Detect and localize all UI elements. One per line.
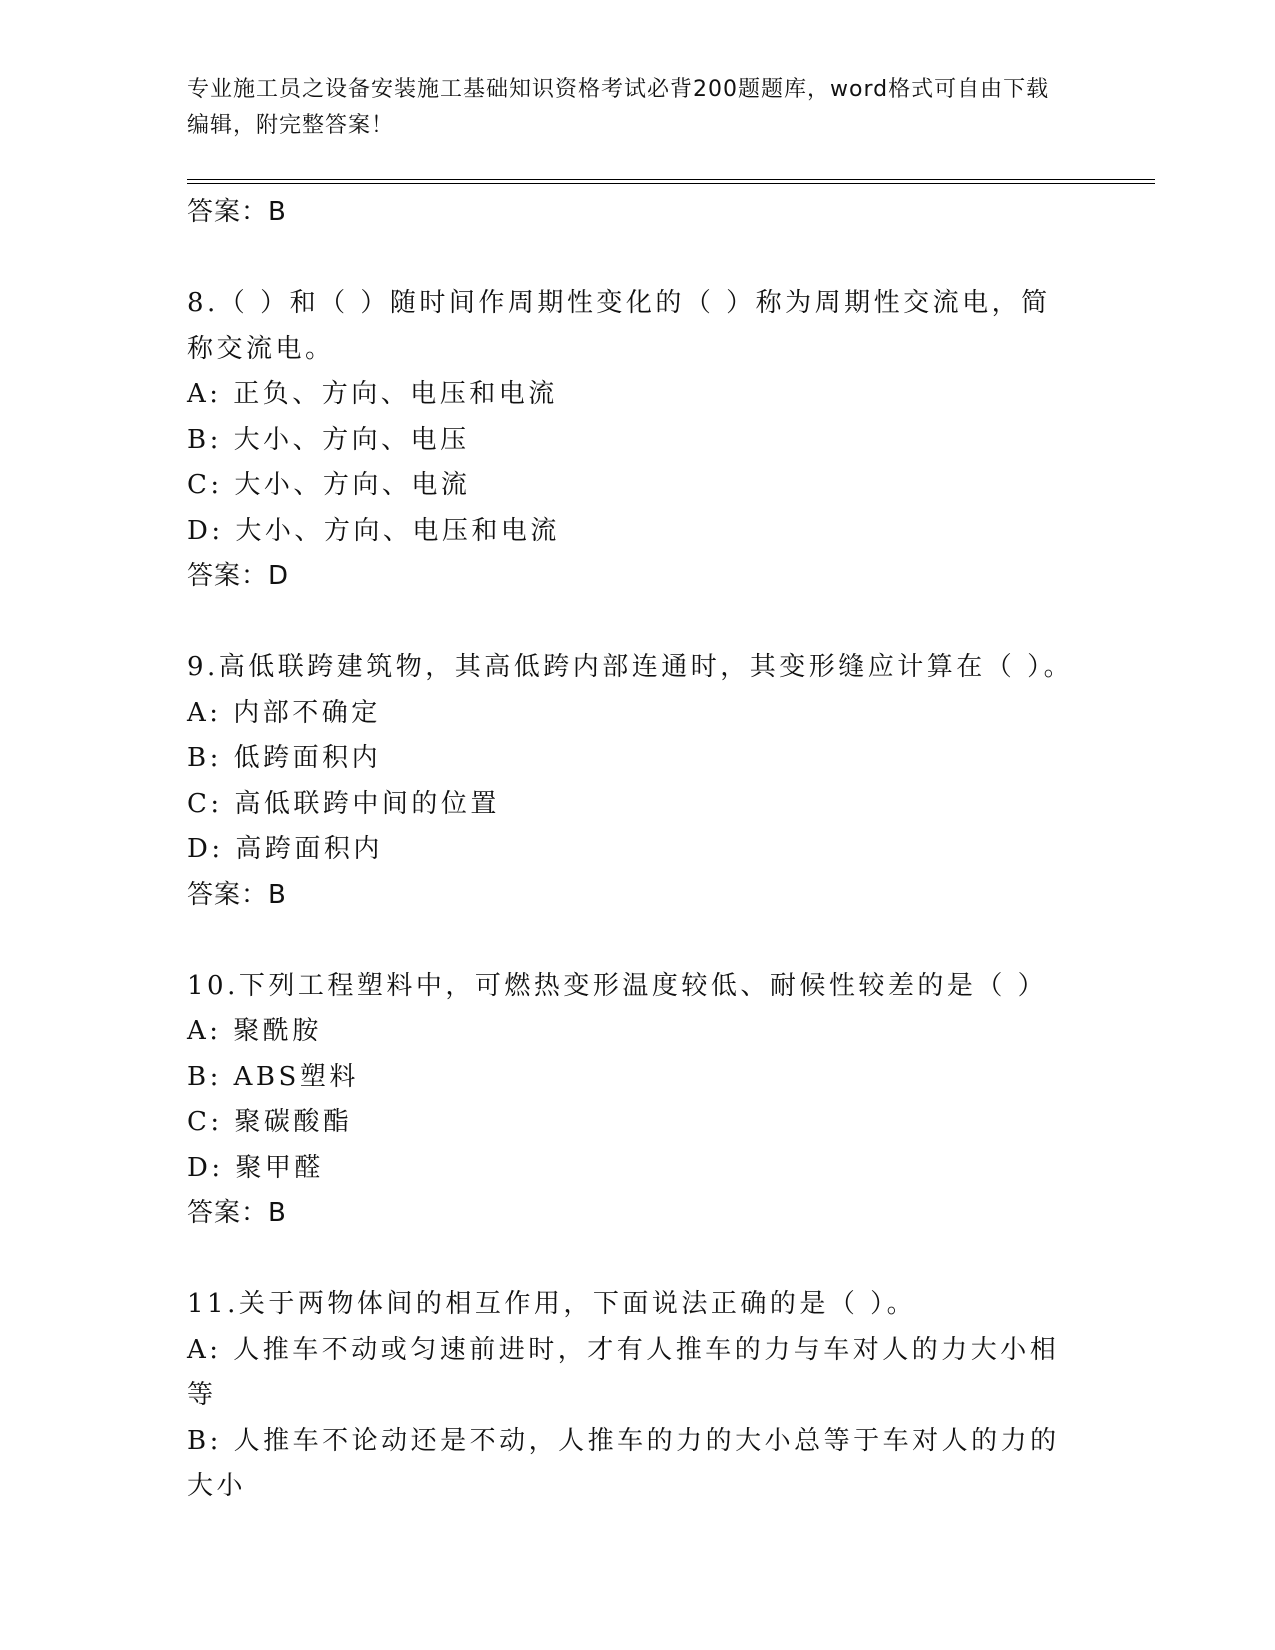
answer-line: 答案：B: [187, 1198, 287, 1228]
option-d: D: 聚甲醛: [187, 1152, 324, 1183]
option-c: C: 高低联跨中间的位置: [187, 788, 500, 819]
spacer: [187, 600, 1087, 646]
answer-line: 答案：D: [187, 561, 290, 591]
option-b: B: 低跨面积内: [187, 743, 382, 773]
question-title: 10.下列工程塑料中，可燃热变形温度较低、耐候性较差的是（ ）: [187, 970, 1048, 1001]
option-b: B: 人推车不论动还是不动，人推车的力的大小总等于车对人的力的大小: [187, 1425, 1060, 1501]
option-c: C: 聚碳酸酯: [187, 1107, 353, 1137]
question-title: 9.高低联跨建筑物，其高低跨内部连通时，其变形缝应计算在（ ）。: [187, 652, 1074, 682]
question-item: [187, 1282, 1087, 1510]
option-c: C: 大小、方向、电流: [187, 470, 471, 500]
option-d: D: 大小、方向、电压和电流: [187, 515, 560, 546]
option-a: A: 聚酰胺: [187, 1016, 322, 1046]
option-b: B: 大小、方向、电压: [187, 424, 470, 455]
document-header: 专业施工员之设备安装施工基础知识资格考试必背200题题库，word格式可自由下载编辑，附完整答案！: [187, 77, 1050, 138]
spacer: [187, 1237, 1087, 1283]
option-d: D: 高跨面积内: [187, 834, 383, 864]
previous-answer: 答案：B: [187, 197, 287, 227]
header-rule-bottom: [187, 183, 1155, 184]
question-item: [187, 645, 1087, 918]
option-a: A: 人推车不动或匀速前进时，才有人推车的力与车对人的力大小相等: [187, 1334, 1060, 1410]
question-item: [187, 964, 1087, 1237]
question-list: [187, 190, 1087, 1510]
option-b: B: ABS塑料: [187, 1061, 359, 1092]
header-rule-top: [187, 179, 1155, 180]
spacer: [187, 918, 1087, 964]
spacer: [187, 236, 1087, 282]
option-a: A: 内部不确定: [187, 697, 381, 728]
question-title: 8.（ ）和（ ）随时间作周期性变化的（ ）称为周期性交流电，简称交流电。: [187, 288, 1051, 364]
answer-line: 答案：B: [187, 879, 287, 910]
question-item: [187, 281, 1087, 600]
question-title: 11.关于两物体间的相互作用，下面说法正确的是（ ）。: [187, 1289, 917, 1319]
option-a: A: 正负、方向、电压和电流: [187, 379, 558, 409]
